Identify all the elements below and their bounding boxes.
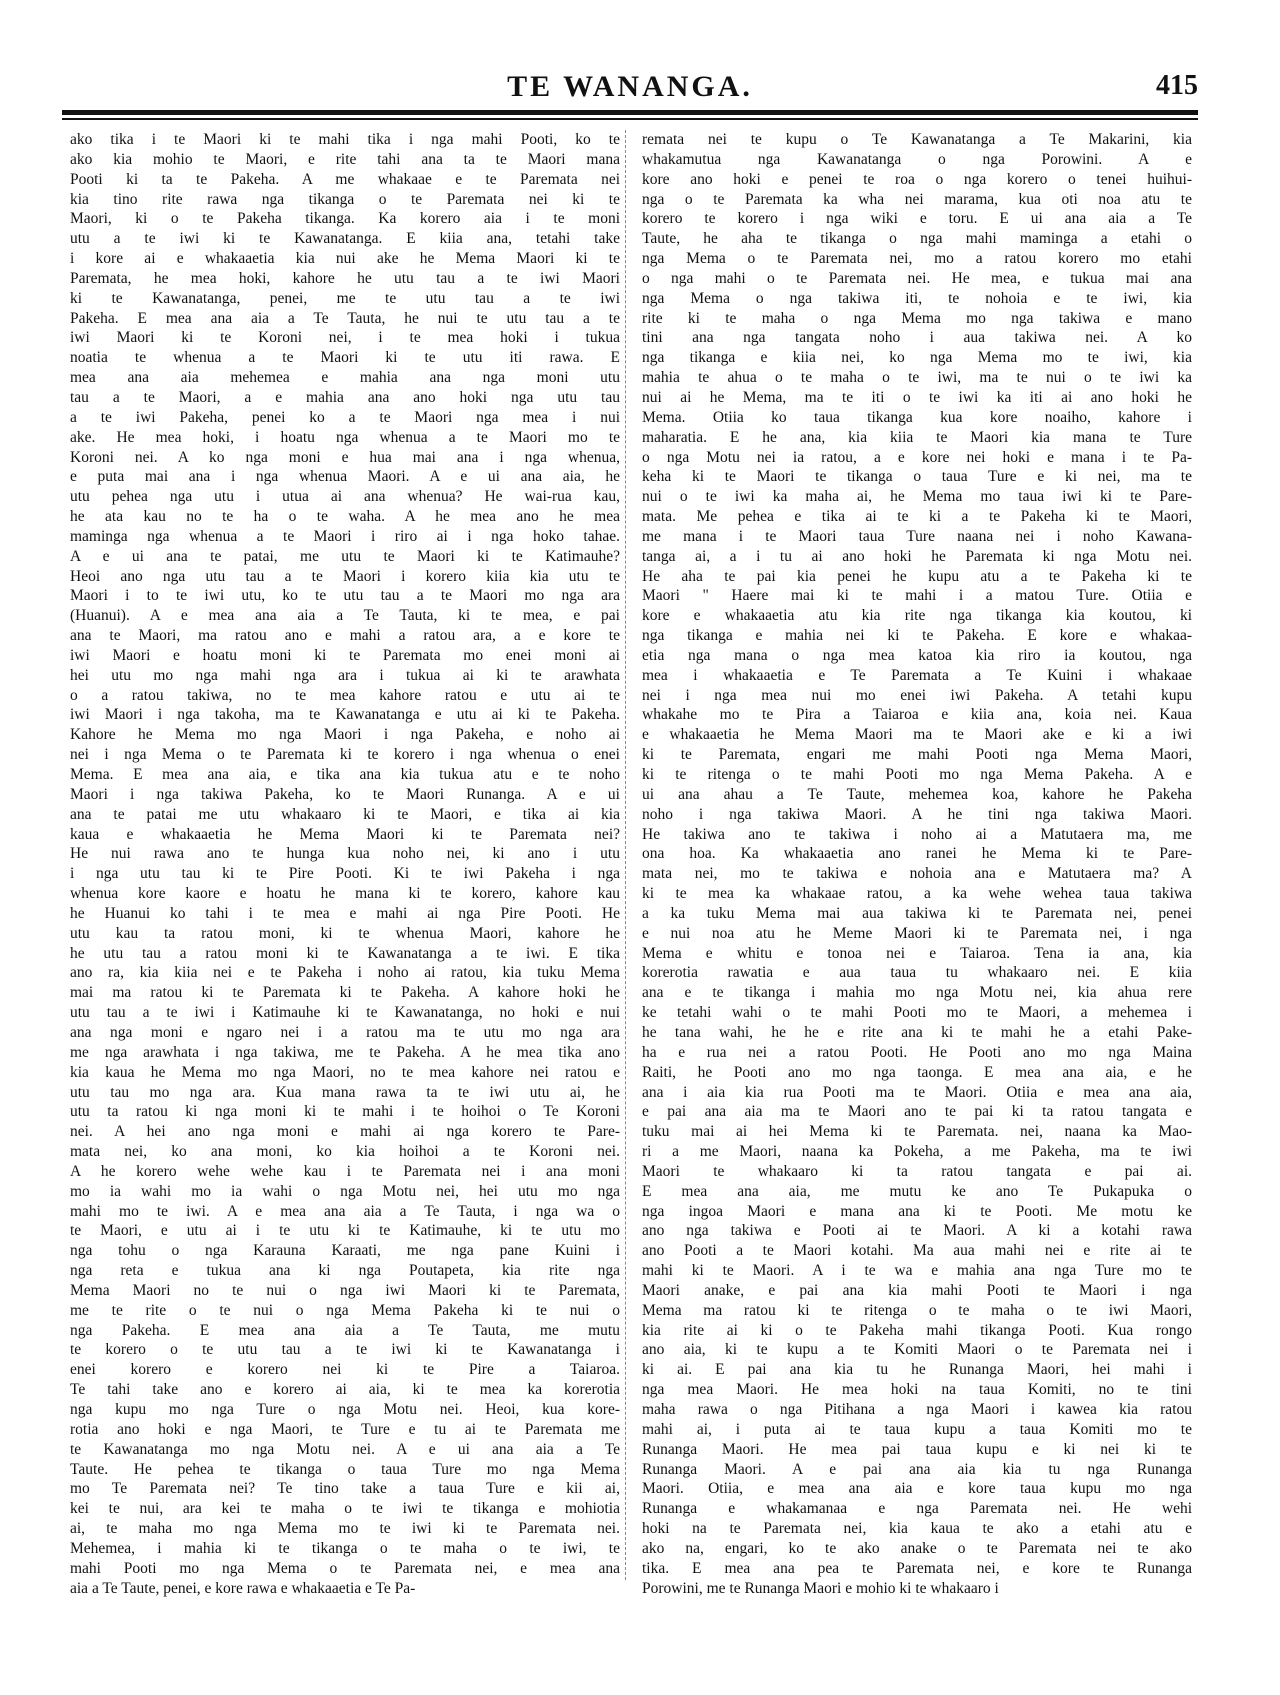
text-line: ano ra, kia kiia nei e te Pakeha i noho ai ratou, kia tuku Mema [70,964,620,982]
page-header [62,66,1198,106]
text-line: nui o te iwi ka maha ai, he Mema mo taua iwi ki te Pare- [642,488,1192,506]
text-line: nei i nga Mema o te Paremata ki te korero i nga whenua o enei [70,746,620,764]
header-rule-thick [62,110,1198,115]
text-line: Maori i nga takiwa Pakeha, ko te Maori Runanga. A e ui [70,785,620,803]
text-line: te korero o te utu tau a te iwi ki te Kawanatanga i [70,1341,620,1359]
text-line: ake. He mea hoki, i hoatu nga whenua a te Maori mo te [70,428,620,446]
text-line: utu tau mo nga ara. Kua mana rawa ta te iwi utu ai, he [70,1083,620,1101]
text-line: Mema Maori no te nui o nga iwi Maori ki te Paremata, [70,1281,620,1299]
page-number: 415 [1156,70,1198,101]
text-line: iwi Maori ki te Koroni nei, i te mea hoki i tukua [70,329,620,347]
text-line: nei. A hei ano nga moni e mahi ai nga korero te Pare- [70,1123,620,1141]
text-line: ki te ritenga o te mahi Pooti mo nga Mema Pakeha. A e [642,766,1192,783]
text-line: utu tau a te iwi i Katimauhe ki te Kawanatanga, no hoki e nui [70,1004,620,1022]
text-line: ako na, engari, ko te ako anake o te Paremata nei te ako [642,1539,1192,1557]
text-line: Mema e whitu e tonoa nei e Taiaroa. Tena ia ana, kia [642,944,1192,962]
text-line: tika. E mea ana pea te Paremata nei, e kore te Runanga [642,1559,1192,1577]
text-line: ano Pooti a te Maori kotahi. Ma aua mahi nei e rite ai te [642,1242,1192,1260]
text-line: rite ki te maha o nga Mema mo nga takiwa e mano [642,309,1192,327]
text-line: korero te korero i nga wiki e toru. E ui ana aia a Te [642,210,1192,228]
text-line: iwi Maori i nga takoha, ma te Kawanatanga e utu ai ki te Pakeha. [70,706,620,724]
text-line: Mema. E mea ana aia, e tika ana kia tukua atu e te noho [70,766,620,783]
text-line: mahi ai, i puta ai te taua kupu a taua Komiti mo te [642,1420,1192,1438]
text-line: nga tikanga e kiia nei, ko nga Mema mo te iwi, kia [642,349,1192,367]
left-column [70,130,620,1598]
text-line: He takiwa ano te takiwa i noho ai a Matutaera ma, me [642,825,1192,843]
text-line: e whakaaetia he Mema Maori ma te Maori ake e ki a iwi [642,726,1192,744]
text-line: rotia ano hoki e nga Maori, te Ture e tu ai te Paremata me [70,1420,620,1438]
text-line: whakahe mo te Pira a Taiaroa e kiia ana, koia nei. Kaua [642,706,1192,724]
text-line: ana te Maori, ma ratou ano e mahi a ratou ara, a e kore te [70,627,620,645]
text-line: remata nei te kupu o Te Kawanatanga a Te Makarini, kia [642,131,1192,148]
text-line: Maori, ki o te Pakeha tikanga. Ka korero aia i te moni [70,210,620,228]
header-rule-thin [62,118,1198,120]
text-line: o nga Motu nei ia ratou, a e kore nei hoki e mana i te Pa- [642,448,1192,466]
text-line: Taute. He pehea te tikanga o taua Ture mo nga Mema [70,1460,620,1478]
text-line: ana i aia kia rua Pooti ma te Maori. Otiia e mea ana aia, [642,1083,1192,1101]
text-line: he ata kau no te ha o te waha. A he mea ano he mea [70,508,620,526]
text-line: mata. Me pehea e tika ai te ki a te Pakeha ki te Maori, [642,508,1192,526]
text-line: ki ai. E pai ana kia tu he Runanga Maori, hei mahi i [642,1361,1192,1379]
text-line: maharatia. E he ana, kia kiia te Maori kia mana te Ture [642,428,1192,446]
text-line: e nui noa atu he Meme Maori ki te Paremata nei, i nga [642,924,1192,942]
text-line: nga kupu mo nga Ture o nga Motu nei. Heoi, kua kore- [70,1401,620,1418]
text-line: Koroni nei. A ko nga moni e hua mai ana i nga whenua, [70,448,620,466]
text-line: ana e te tikanga i mahia mo nga Motu nei, kia ahua rere [642,984,1192,1002]
text-line: enei korero e korero nei ki te Pire a Taiaroa. [70,1361,620,1379]
text-line: kore ano hoki e penei te roa o nga korero o tenei huihui- [642,170,1192,188]
text-line: ki te Paremata, engari me mahi Pooti nga Mema Maori, [642,746,1192,764]
right-column [642,130,1192,1598]
text-line: ki te Kawanatanga, penei, me te utu tau a te iwi [70,289,620,307]
text-line: e pai ana aia ma te Maori ano te pai ki ta ratou tangata e [642,1103,1192,1121]
text-line: Runanga e whakamanaa e nga Paremata nei. He wehi [642,1500,1192,1518]
text-line: Mema ma ratou ki te ritenga o te maha o te iwi Maori, [642,1301,1192,1319]
text-line: ana te patai me utu whakaaro ki te Maori, e tika ai kia [70,805,620,823]
text-line: korerotia rawatia e aua taua tu whakaaro nei. E kiia [642,964,1192,982]
text-line: Taute, he aha te tikanga o nga mahi maminga a etahi o [642,230,1192,248]
text-line: mo ia wahi mo ia wahi o nga Motu nei, hei utu mo nga [70,1182,620,1200]
text-line: nga Pakeha. E mea ana aia a Te Tauta, me mutu [70,1321,620,1339]
text-line: te Maori, e utu ai i te utu ki te Katimauhe, ki te utu mo [70,1222,620,1240]
text-line: noho i nga takiwa Maori. A he tini nga takiwa Maori. [642,805,1192,823]
text-line: mahia te ahua o te maha o te iwi, ma te nui o te iwi ka [642,369,1192,387]
text-line: Mema. Otiia ko taua tikanga kua kore noaiho, kahore i [642,408,1192,426]
text-line: Pakeha. E mea ana aia a Te Tauta, he nui te utu tau a te [70,309,620,327]
text-line: mata nei, mo te takiwa e nohoia ana e Matutaera ma? A [642,865,1192,883]
text-line: he tana wahi, he he e rite ana ki te mahi he a etahi Pake- [642,1023,1192,1041]
text-line: hoki na te Paremata nei, kia kaua te ako a etahi atu e [642,1520,1192,1538]
text-line: kia rite ai ki o te Pakeha mahi tikanga Pooti. Kua rongo [642,1321,1192,1339]
text-line: Maori. Otiia, e mea ana aia e kore taua kupu mo nga [642,1480,1192,1498]
text-line: kore e whakaaetia atu kia rite nga tikanga kia koutou, ki [642,607,1192,625]
text-line: mai ma ratou ki te Paremata ki te Pakeha. A kahore hoki he [70,984,620,1002]
text-line: nga tikanga e mahia nei ki te Pakeha. E kore e whakaa- [642,627,1192,645]
text-line: Kahore he Mema mo nga Maori i nga Pakeha, e noho ai [70,726,620,744]
text-line: mata nei, ko ana moni, ko kia hoihoi a te Koroni nei. [70,1143,620,1161]
text-line: A he korero wehe wehe kau i te Paremata nei i ana moni [70,1162,620,1180]
text-line: ako tika i te Maori ki te mahi tika i nga mahi Pooti, ko te [70,131,620,148]
text-line: nga ingoa Maori e mana ana ki te Pooti. Me motu ke [642,1202,1192,1220]
text-line: ano nga takiwa e Pooti ai te Maori. A ki a kotahi rawa [642,1222,1192,1240]
masthead-title: TE WANANGA. [507,70,753,103]
text-line: mo Te Paremata nei? Te tino take a taua Ture e kii ai, [70,1480,620,1498]
text-line: mea i whakaaetia e Te Paremata a Te Kuini i whakaae [642,666,1192,684]
text-line: He aha te pai kia penei he kupu atu a te Pakeha ki te [642,567,1192,585]
text-line: utu ta ratou ki nga moni ki te mahi i te hoihoi o Te Koroni [70,1103,620,1121]
text-line: kaua e whakaaetia he Mema Maori ki te Paremata nei? [70,825,620,843]
text-line: Mehemea, i mahia ki te tikanga o te maha o te iwi, te [70,1539,620,1557]
text-line: E mea ana aia, me mutu ke ano Te Pukapuka o [642,1182,1192,1200]
text-line: utu pehea nga utu i utua ai ana whenua? He wai-rua kau, [70,488,620,506]
text-line: tanga ai, a i tu ai ano hoki he Paremata ki nga Motu nei. [642,547,1192,565]
text-line: Maori i to te iwi utu, ko te utu tau a te Maori mo nga ara [70,587,620,605]
text-line: whakamutua nga Kawanatanga o nga Porowini. A e [642,150,1192,168]
text-line: ano aia, ki te kupu a te Komiti Maori o te Paremata nei i [642,1341,1192,1359]
text-line: me te rite o te nui o nga Mema Pakeha ki te nui o [70,1301,620,1319]
text-line: te Kawanatanga mo nga Motu nei. A e ui ana aia a Te [70,1440,620,1458]
text-line: keha ki te Maori te tikanga o taua Ture e ki nei, ma te [642,468,1192,486]
text-line: mahi Pooti mo nga Mema o te Paremata nei, e mea ana [70,1559,620,1577]
text-line: e puta mai ana i nga whenua Maori. A e ui ana aia, he [70,468,620,486]
text-line: maha rawa o nga Pitihana a nga Maori i kawea kia ratou [642,1401,1192,1418]
text-line: tini ana nga tangata noho i aua takiwa nei. A ko [642,329,1192,347]
text-line: Pooti ki ta te Pakeha. A me whakaae e te Paremata nei [70,170,620,188]
text-line: kei te nui, ara kei te maha o te iwi te tikanga e mohiotia [70,1500,620,1518]
text-line: nui ai he Mema, ma te iti o te iwi ka iti ai ano hoki he [642,388,1192,406]
text-line: tuku mai ai hei Mema ki te Paremata. nei, naana ka Mao- [642,1123,1192,1141]
text-line: maminga nga whenua a te Maori i riro ai i nga hoko tahae. [70,527,620,545]
text-line: ha e rua nei a ratou Pooti. He Pooti ano mo nga Maina [642,1043,1192,1061]
text-line: etia nga mana o nga mea katoa kia riro ia koutou, nga [642,646,1192,664]
text-line: ui ana ahau a Te Taute, mehemea koa, kahore he Pakeha [642,785,1192,803]
text-line: Maori anake, e pai ana kia mahi Pooti te Maori i nga [642,1281,1192,1299]
text-line: a ka tuku Mema mai aua takiwa ki te Paremata nei, penei [642,904,1192,922]
text-line: ako kia mohio te Maori, e rite tahi ana ta te Maori mana [70,150,620,168]
text-line: nga o te Paremata ka wha nei marama, kua oti noa atu te [642,190,1192,208]
text-line: i kore ai e whakaaetia kia nui ake he Mema Maori ki te [70,250,620,268]
text-line: ana nga moni e ngaro nei i a ratou ma te utu mo nga ara [70,1023,620,1041]
column-divider [625,130,626,1580]
text-line: mahi mo te iwi. A e mea ana aia a Te Tauta, i nga wa o [70,1202,620,1220]
text-line: ai, te maha mo nga Mema mo te iwi ki te Paremata nei. [70,1520,620,1538]
text-line: mahi ki te Maori. A i te wa e mahia ana nga Ture mo te [642,1262,1192,1280]
text-line: i nga utu tau ki te Pire Pooti. Ki te iwi Pakeha i nga [70,865,620,883]
text-line: Maori te whakaaro ki ta ratou tangata e pai ai. [642,1162,1192,1180]
text-line: Runanga Maori. He mea pai taua kupu e ki nei ki te [642,1440,1192,1458]
text-line: nga Mema o te Paremata nei, mo a ratou korero mo etahi [642,250,1192,268]
text-line: noatia te whenua a te Maori ki te utu iti rawa. E [70,349,620,367]
text-line: he Huanui ko tahi i te mea e mahi ai nga Pire Pooti. He [70,904,620,922]
text-line: me nga arawhata i nga takiwa, me te Pakeha. A he mea tika ano [70,1043,620,1061]
text-line: nga tohu o nga Karauna Karaati, me nga pane Kuini i [70,1242,620,1260]
text-line: nga reta e tukua ana ki nga Poutapeta, kia rite nga [70,1262,620,1280]
text-line: mea ana aia mehemea e mahia ana nga moni utu [70,369,620,387]
text-line: nga mea Maori. He mea hoki na taua Komiti, no te tini [642,1381,1192,1399]
text-line: nga Mema o nga takiwa iti, te nohoia e te iwi, kia [642,289,1192,307]
text-line: me mana i te Maori taua Ture naana nei i noho Kawana- [642,527,1192,545]
text-line: Runanga Maori. A e pai ana aia kia tu nga Runanga [642,1460,1192,1478]
text-line: iwi Maori e hoatu moni ki te Paremata mo enei moni ai [70,646,620,664]
text-line: Raiti, he Pooti ano mo nga taonga. E mea ana aia, e he [642,1063,1192,1081]
text-line: utu a te iwi ki te Kawanatanga. E kiia ana, tetahi take [70,230,620,248]
text-line: tau a te Maori, a e mahia ana ano hoki nga utu tau [70,388,620,406]
text-line: Maori " Haere mai ki te mahi i a matou Ture. Otiia e [642,587,1192,605]
text-line: Porowini, me te Runanga Maori e mohio ki te whakaaro i [642,1579,999,1597]
text-line: o a ratou takiwa, no te mea kahore ratou e utu ai te [70,686,620,704]
text-line: kia kaua he Mema mo nga Maori, no te mea kahore nei ratou e [70,1063,620,1081]
text-line: A e ui ana te patai, me utu te Maori ki te Katimauhe? [70,547,620,565]
text-line: Te tahi take ano e korero ai aia, ki te mea ka korerotia [70,1381,620,1399]
text-line: a te iwi Pakeha, penei ko a te Maori nga mea i nui [70,408,620,426]
text-line: (Huanui). A e mea ana aia a Te Tauta, ki te mea, e pai [70,607,620,625]
text-line: ki te mea ka whakaae ratou, a ka wehe wehea taua takiwa [642,885,1192,903]
text-line: ke tetahi wahi o te mahi Pooti mo te Maori, a mehemea i [642,1004,1192,1022]
text-line: whenua kore kaore e hoatu he mana ki te korero, kahore kau [70,885,620,903]
text-line: kia tino rite rawa nga tikanga o te Paremata nei ki te [70,190,620,208]
text-line: hei utu mo nga mahi nga ara i tukua ai ki te arawhata [70,666,620,684]
text-line: nei i nga mea nui mo enei iwi Pakeha. A tetahi kupu [642,686,1192,704]
text-line: ona hoa. Ka whakaaetia ano ranei he Mema ki te Pare- [642,845,1192,863]
text-line: aia a Te Taute, penei, e kore rawa e whakaaetia e Te Pa- [70,1579,416,1597]
text-line: Heoi ano nga utu tau a te Maori i korero kiia kia utu te [70,567,620,585]
text-line: He nui rawa ano te hunga kua noho nei, ki ano i utu [70,845,620,863]
text-line: utu kau ta ratou moni, ki te whenua Maori, kahore he [70,924,620,942]
text-line: Paremata, he mea hoki, kahore he utu tau a te iwi Maori [70,269,620,287]
text-line: ri a me Maori, naana ka Pokeha, a me Pakeha, ma te iwi [642,1143,1192,1161]
text-line: o nga mahi o te Paremata nei. He mea, e tukua mai ana [642,269,1192,287]
text-line: he utu tau a ratou moni ki te Kawanatanga a te iwi. E tika [70,944,620,962]
